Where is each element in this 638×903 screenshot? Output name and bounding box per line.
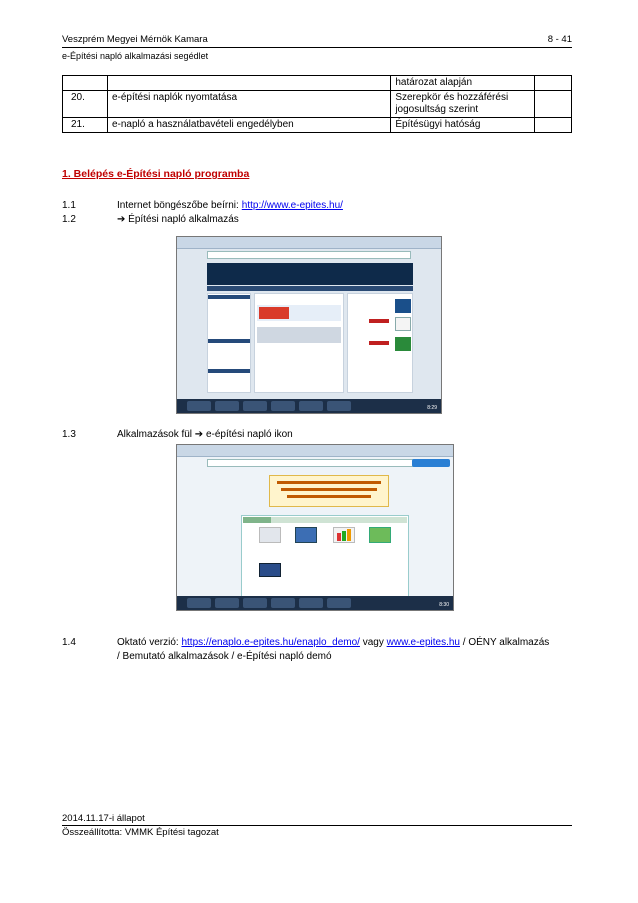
sidebar-heading	[208, 369, 250, 373]
taskbar-button[interactable]	[187, 598, 211, 608]
address-bar	[207, 459, 423, 467]
row-role: Szerepkör és hozzáférési jogosultság szerint	[391, 91, 535, 118]
portal-sidebar	[207, 293, 251, 393]
row-task	[107, 76, 390, 91]
enaplo-logo[interactable]	[395, 317, 411, 331]
step-mid: vagy	[359, 637, 387, 648]
oeny-logo	[395, 337, 411, 351]
step-1-3	[62, 428, 293, 441]
tab-alkalmazasok[interactable]	[243, 517, 271, 523]
notice-line	[277, 481, 381, 484]
portal-screenshot	[176, 236, 442, 414]
taskbar-button[interactable]	[299, 598, 323, 608]
footer-status: 2014.11.17-i állapot	[62, 813, 145, 824]
footer-author: Összeállította: VMMK Építési tagozat	[62, 825, 572, 839]
taskbar-button[interactable]	[271, 401, 295, 411]
enaplo-button[interactable]	[369, 319, 389, 323]
epites-link[interactable]: http://www.e-epites.hu/	[241, 200, 343, 211]
table-row	[63, 91, 572, 118]
page-footer	[62, 813, 572, 839]
enaplo-icon-bar	[337, 533, 341, 541]
news-image	[257, 327, 341, 343]
taskbar-button[interactable]	[243, 401, 267, 411]
gear-icon[interactable]	[369, 527, 391, 543]
etdr-icon[interactable]	[259, 563, 281, 577]
row-task: e-napló a használatbavételi engedélyben	[107, 118, 390, 133]
row-role: Építésügyi hatóság	[391, 118, 535, 133]
taskbar-button[interactable]	[327, 598, 351, 608]
browser-titlebar	[177, 445, 453, 457]
enaplo-icon-bar	[342, 531, 346, 541]
row-extra	[535, 91, 572, 118]
enaplo-icon-bar	[347, 529, 351, 541]
row-task: e-építési naplók nyomtatása	[107, 91, 390, 118]
step-pre: Oktató verzió:	[117, 637, 182, 648]
taskbar-clock: 8:29	[427, 405, 437, 411]
notice-line	[287, 495, 371, 498]
apps-screenshot	[176, 444, 454, 611]
row-num: 21.	[63, 118, 108, 133]
step-text: Internet böngészőbe beírni:	[117, 200, 239, 211]
app-icon[interactable]	[259, 527, 281, 543]
epites-home-link[interactable]: www.e-epites.hu	[386, 637, 460, 648]
step-number: 1.1	[62, 200, 76, 211]
org-name: Veszprém Megyei Mérnök Kamara	[62, 34, 208, 45]
taskbar-button[interactable]	[187, 401, 211, 411]
step-text: / Bemutató alkalmazások / e-Építési napló demó	[117, 651, 332, 662]
section-title: 1. Belépés e-Építési napló programba	[62, 168, 250, 180]
sidebar-heading	[208, 339, 250, 343]
step-1-1	[62, 199, 343, 212]
taskbar-button[interactable]	[299, 401, 323, 411]
sidebar-heading	[208, 295, 250, 299]
row-role: határozat alapján	[391, 76, 535, 91]
taskbar-clock: 8:30	[439, 602, 449, 608]
row-extra	[535, 118, 572, 133]
taskbar-button[interactable]	[215, 598, 239, 608]
notice-box	[269, 475, 389, 507]
step-number: 1.2	[62, 214, 76, 225]
page-header	[62, 34, 572, 62]
taskbar	[177, 596, 453, 610]
login-button[interactable]	[412, 459, 450, 467]
portal-banner	[207, 263, 413, 285]
step-text: ➔ Építési napló alkalmazás	[117, 214, 239, 225]
demo-link[interactable]: https://enaplo.e-epites.hu/enaplo_demo/	[181, 637, 360, 648]
step-number: 1.3	[62, 429, 76, 440]
step-1-2	[62, 213, 239, 226]
taskbar-button[interactable]	[243, 598, 267, 608]
table-row	[63, 76, 572, 91]
address-bar	[207, 251, 411, 259]
page-number: 8 - 41	[547, 34, 572, 45]
step-number: 1.4	[62, 637, 76, 648]
oeny-button[interactable]	[369, 341, 389, 345]
portal-nav	[207, 286, 413, 291]
taskbar-button[interactable]	[327, 401, 351, 411]
taskbar	[177, 399, 441, 413]
step-post: / OÉNY alkalmazás	[460, 637, 550, 648]
browser-titlebar	[177, 237, 441, 249]
taskbar-button[interactable]	[215, 401, 239, 411]
step-text	[117, 636, 549, 649]
notice-line	[281, 488, 377, 491]
step-text: Alkalmazások fül ➔ e-építési napló ikon	[117, 429, 293, 440]
doc-subtitle: e-Építési napló alkalmazási segédlet	[62, 47, 572, 62]
row-extra	[535, 76, 572, 91]
etdr-logo	[395, 299, 411, 313]
row-num: 20.	[63, 91, 108, 118]
news-banner-logo	[259, 307, 289, 319]
step-1-4-cont	[117, 650, 332, 663]
roles-table	[62, 75, 572, 133]
table-row	[63, 118, 572, 133]
home-icon[interactable]	[295, 527, 317, 543]
row-num	[63, 76, 108, 91]
step-1-4	[62, 636, 549, 649]
taskbar-button[interactable]	[271, 598, 295, 608]
